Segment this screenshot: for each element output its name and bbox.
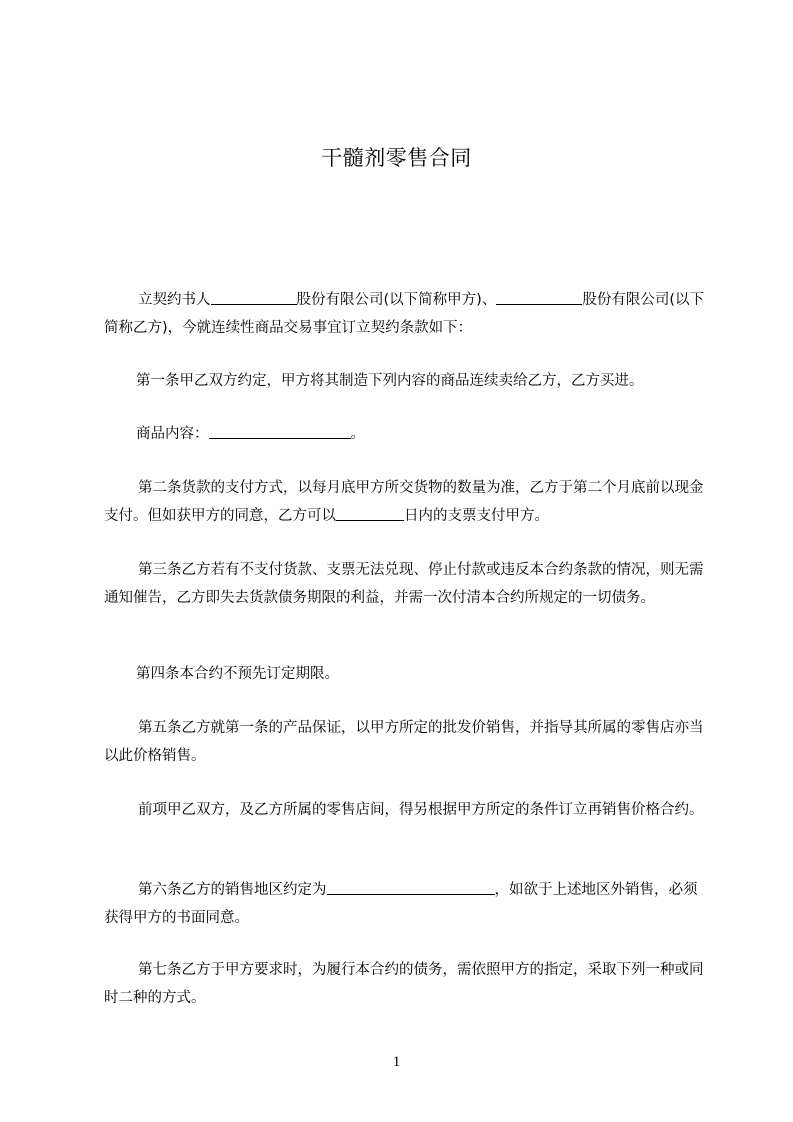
article-2-text-b: 日内的支票支付甲方。 xyxy=(404,508,549,524)
goods-content xyxy=(104,420,704,448)
article-1: 第一条甲乙双方约定，甲方将其制造下列内容的商品连续卖给乙方，乙方买进。 xyxy=(136,373,644,389)
parties-text-b: 股份有限公司(以下简称甲方)、 xyxy=(296,292,497,308)
article-6 xyxy=(104,876,704,932)
goods-end: 。 xyxy=(350,426,365,442)
parties-text-c: 股份有限公司(以下简称乙方)，今就连续性商品交易事宜订立契约条款如下： xyxy=(104,292,704,336)
cheque-days-blank[interactable] xyxy=(336,506,404,521)
page-number: 1 xyxy=(392,1054,401,1070)
article-2-text-a: 第二条货款的支付方式，以每月底甲方所交货物的数量为准，乙方于第二个月底前以现金支付。但如获甲方的同意，乙方可以 xyxy=(104,480,704,524)
party-a-blank[interactable] xyxy=(211,290,297,305)
document-title: 干髓剂零售合同 xyxy=(321,146,472,170)
article-5-supplement: 前项甲乙双方，及乙方所属的零售店间，得另根据甲方所定的条件订立再销售价格合约。 xyxy=(138,802,704,818)
article-6-text-b: ，如欲于上述地区外销售，必须获得甲方的书面同意。 xyxy=(104,882,698,926)
article-5: 第五条乙方就第一条的产品保证，以甲方所定的批发价销售，并指导其所属的零售店亦当以此价格销售。 xyxy=(104,720,704,764)
paragraph-parties xyxy=(104,286,704,342)
article-3: 第三条乙方若有不支付货款、支票无法兑现、停止付款或违反本合约条款的情况，则无需通知催告，乙方即失去货款债务期限的利益，并需一次付清本合约所规定的一切债务。 xyxy=(104,562,704,606)
article-4: 第四条本合约不预先订定期限。 xyxy=(136,666,339,682)
sales-region-blank[interactable] xyxy=(327,880,495,895)
article-7: 第七条乙方于甲方要求时，为履行本合约的债务，需依照甲方的指定，采取下列一种或同时二种的方式。 xyxy=(104,962,704,1006)
goods-label: 商品内容： xyxy=(136,426,209,442)
goods-blank[interactable] xyxy=(209,424,351,439)
party-b-blank[interactable] xyxy=(496,290,582,305)
article-2 xyxy=(104,474,704,530)
article-6-text-a: 第六条乙方的销售地区约定为 xyxy=(138,882,327,898)
parties-text-a: 立契约书人 xyxy=(138,292,211,308)
